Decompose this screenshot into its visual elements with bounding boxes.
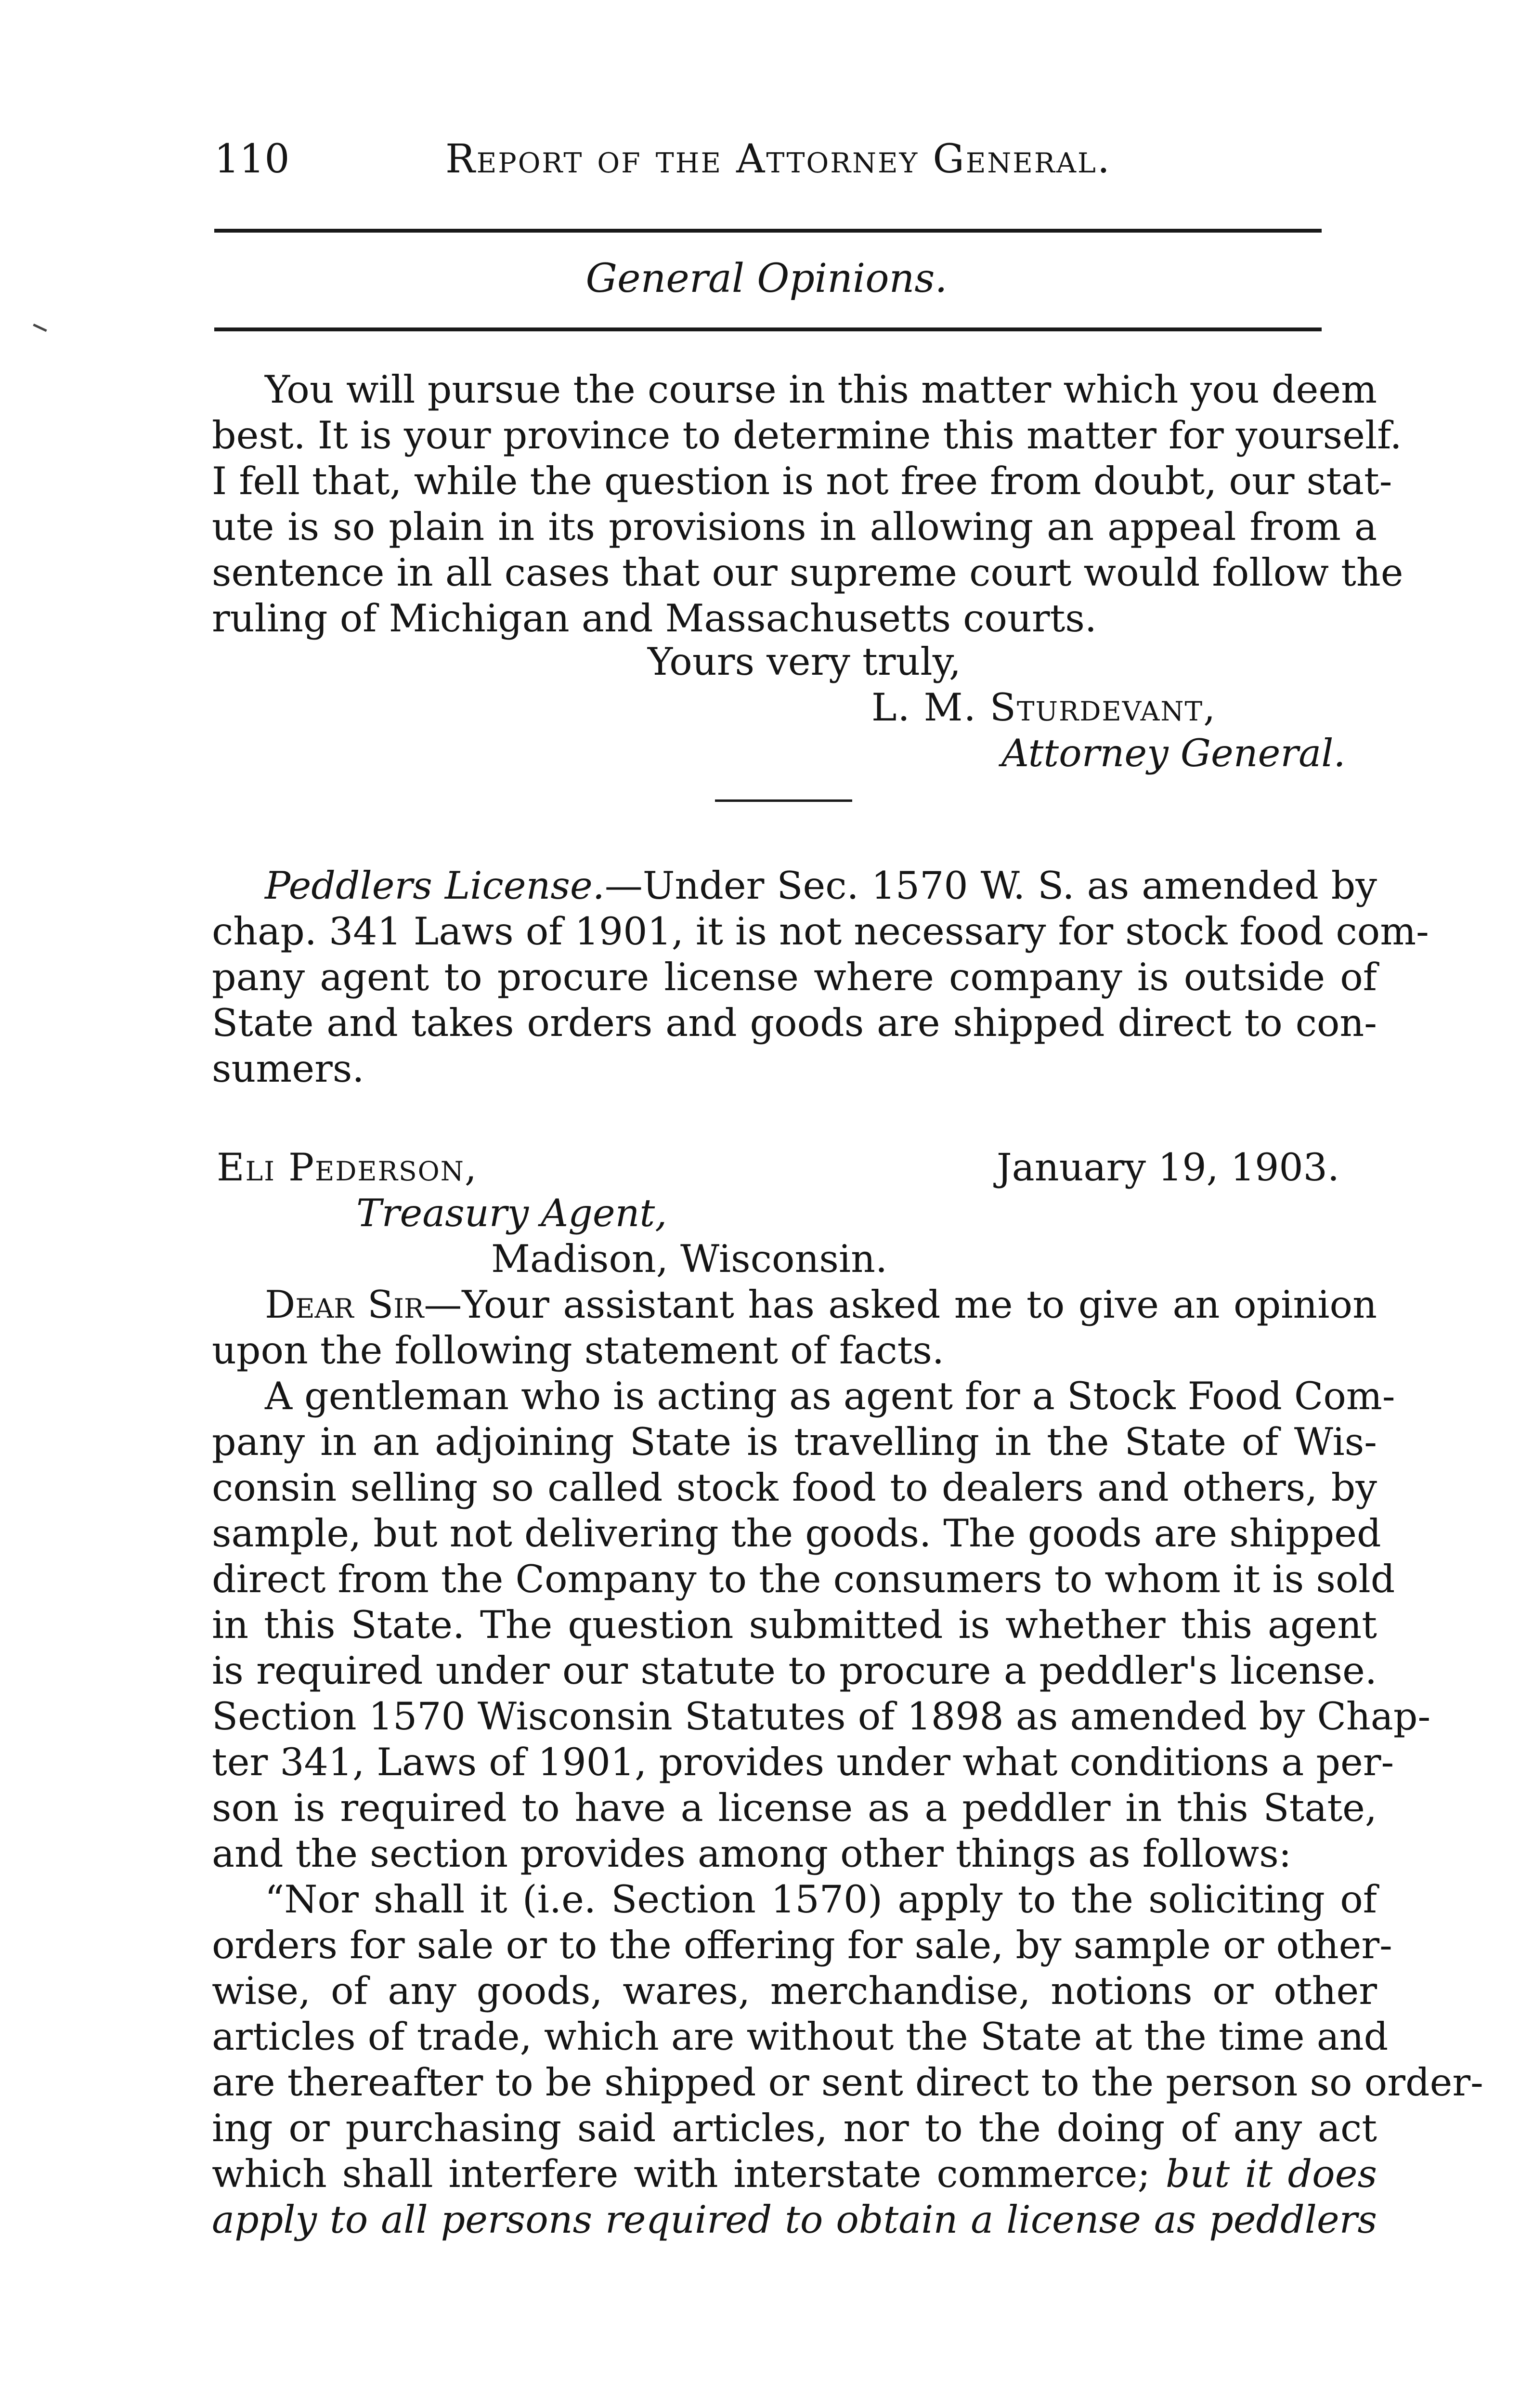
letter2-line: and the section provides among other things as follows: [212,1832,1292,1876]
quote-line: articles of trade, which are without the State at the time and [212,2015,1389,2059]
scan-mark [33,324,47,332]
letter2-line: upon the following statement of facts. [212,1328,945,1373]
letter2-line: is required under our statute to procure a peddler's license. [212,1649,1377,1693]
quote-line: apply to all persons required to obtain a license as peddlers [212,2198,1377,2242]
header-rule-bottom [214,327,1322,331]
letter1-signature-title: Attorney General. [1001,731,1346,775]
addressee-name: Eli Pederson, [217,1145,478,1190]
addressee-city: Madison, Wisconsin. [491,1237,888,1281]
letter1-line: You will pursue the course in this matter which you deem [265,367,1377,412]
section-divider [715,799,852,802]
quote-line: orders for sale or to the offering for sale, by sample or other- [212,1923,1392,1967]
quote-line7-italic: but it does [1165,2152,1377,2196]
letter1-line: sentence in all cases that our supreme court would follow the [212,550,1403,595]
letter2-line: pany in an adjoining State is travelling in the State of Wis- [212,1420,1377,1464]
quote-line [212,2152,1377,2196]
quote-line: are thereafter to be shipped or sent direct to the person so order- [212,2060,1483,2105]
section-heading: General Opinions. [585,256,948,301]
headnote-title: Peddlers License. [265,864,605,908]
letter2-line: ter 341, Laws of 1901, provides under what conditions a per- [212,1740,1394,1784]
letter1-line: I fell that, while the question is not free from doubt, our stat- [212,459,1392,503]
salutation: Dear Sir [265,1283,424,1327]
letter1-closing: Yours very truly, [648,640,961,684]
quote-line: wise, of any goods, wares, merchandise, notions or other [212,1969,1377,2013]
letter2-line: in this State. The question submitted is whether this agent [212,1603,1377,1647]
headnote-line: sumers. [212,1047,364,1091]
page-number: 110 [214,136,290,182]
letter2-salutation-line [265,1283,1377,1327]
letter1-line: ute is so plain in its provisions in allowing an appeal from a [212,505,1377,549]
header-rule-top [214,229,1322,233]
letter-date: January 19, 1903. [997,1145,1340,1190]
salutation-rest: —Your assistant has asked me to give an opinion [424,1283,1377,1327]
letter1-signature-name: L. M. Sturdevant, [871,685,1217,730]
headnote-line: chap. 341 Laws of 1901, it is not necessary for stock food com- [212,909,1429,954]
letter2-line: sample, but not delivering the goods. The goods are shipped [212,1511,1381,1556]
headnote-line1-rest: —Under Sec. 1570 W. S. as amended by [604,864,1377,908]
quote-line: ing or purchasing said articles, nor to the doing of any act [212,2106,1377,2150]
letter2-line: son is required to have a license as a peddler in this State, [212,1786,1377,1830]
running-head: Report of the Attorney General. [445,136,1111,182]
letter2-line: direct from the Company to the consumers to whom it is sold [212,1557,1395,1601]
quote-line7-roman: which shall interfere with interstate commerce; [212,2152,1166,2196]
headnote-line: State and takes orders and goods are shipped direct to con- [212,1001,1377,1045]
quote-line: “Nor shall it (i.e. Section 1570) apply to the soliciting of [265,1877,1377,1922]
letter2-line: A gentleman who is acting as agent for a Stock Food Com- [265,1374,1395,1418]
letter2-line: consin selling so called stock food to dealers and others, by [212,1466,1377,1510]
letter2-line: Section 1570 Wisconsin Statutes of 1898 as amended by Chap- [212,1694,1431,1739]
letter1-line: ruling of Michigan and Massachusetts courts. [212,596,1097,641]
headnote-line [265,864,1377,908]
addressee-title: Treasury Agent, [356,1191,667,1235]
letter1-line: best. It is your province to determine this matter for yourself. [212,413,1402,458]
headnote-line: pany agent to procure license where company is outside of [212,955,1377,999]
